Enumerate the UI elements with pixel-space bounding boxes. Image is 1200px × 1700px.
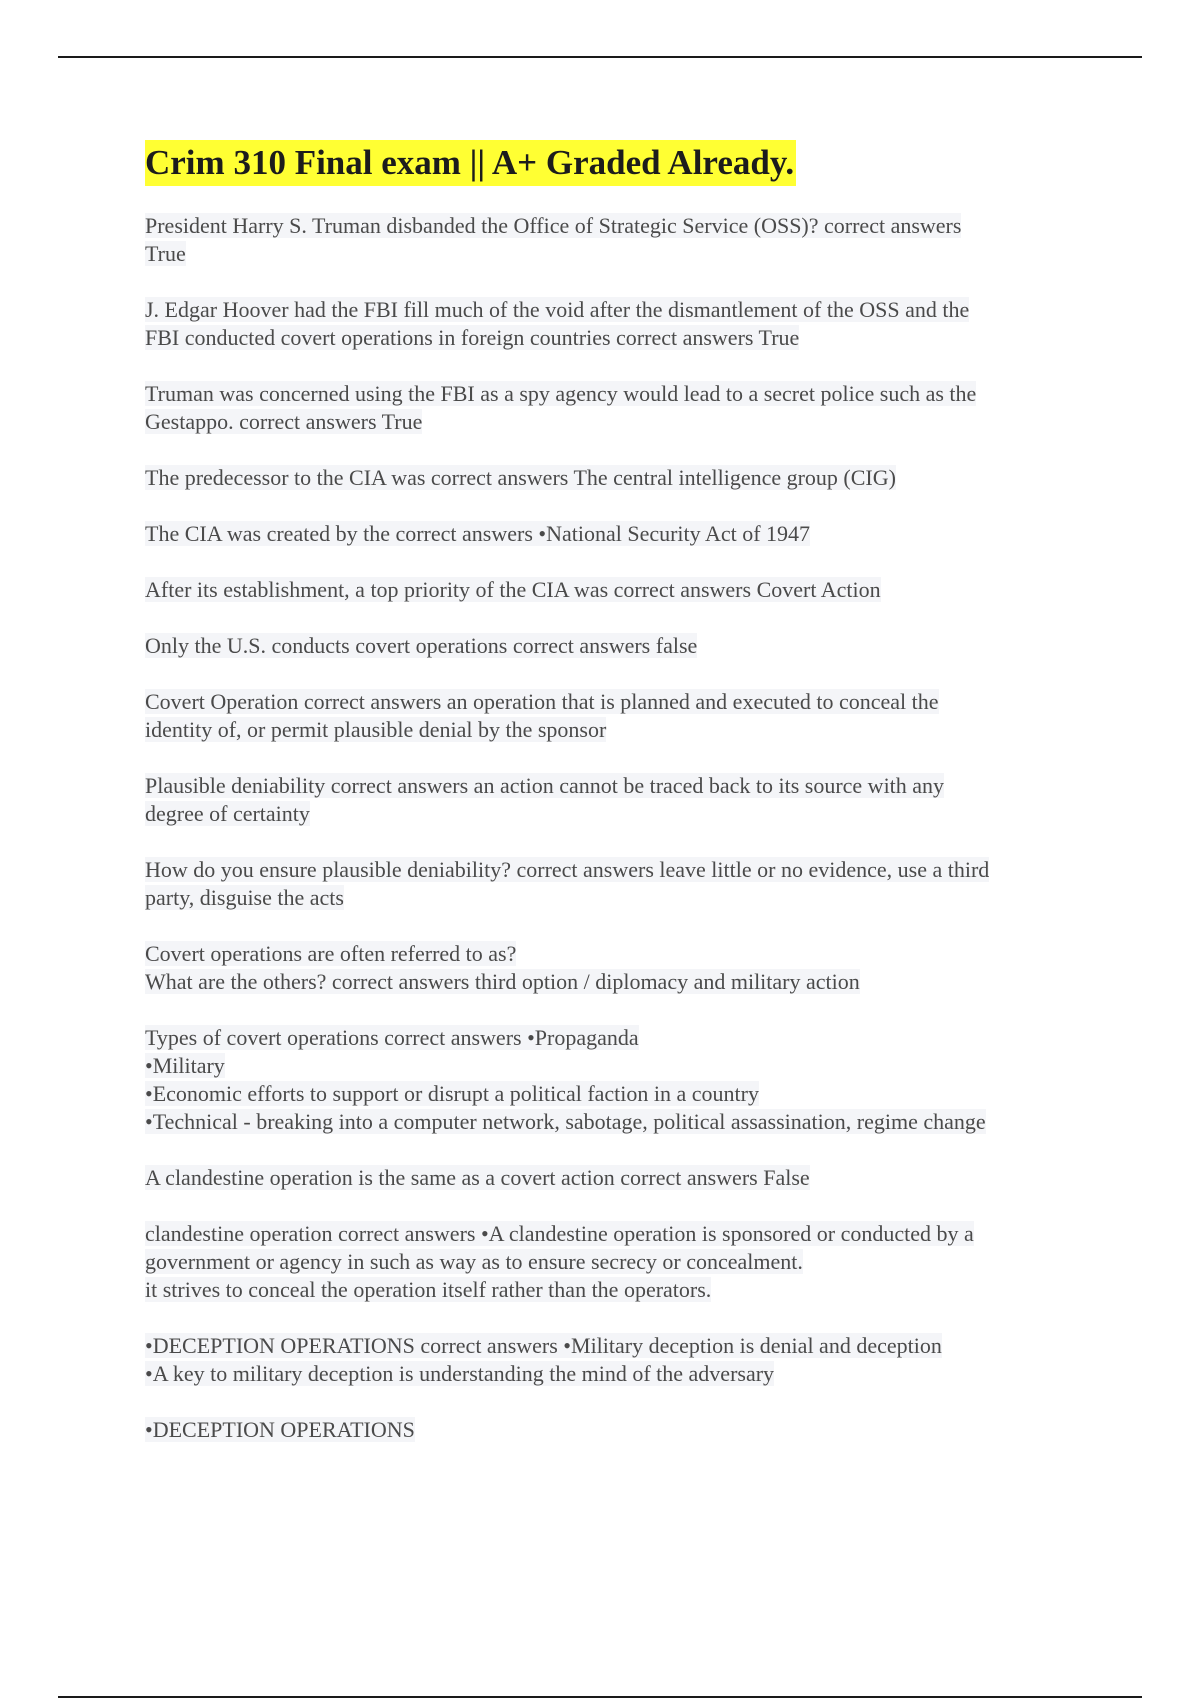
qa-line: True — [145, 241, 186, 266]
qa-item — [145, 212, 1085, 268]
qa-line: Only the U.S. conducts covert operations correct answers false — [145, 633, 698, 658]
qa-line: degree of certainty — [145, 801, 310, 826]
qa-line: Gestappo. correct answers True — [145, 409, 423, 434]
qa-line: Covert Operation correct answers an operation that is planned and executed to conceal the — [145, 689, 939, 714]
qa-line: government or agency in such as way as to ensure secrecy or concealment. — [145, 1249, 803, 1274]
qa-item — [145, 940, 1085, 996]
qa-item — [145, 576, 1085, 604]
qa-item — [145, 464, 1085, 492]
qa-item — [145, 1416, 1085, 1444]
qa-item — [145, 856, 1085, 912]
qa-item — [145, 632, 1085, 660]
qa-line: •Military — [145, 1053, 225, 1078]
qa-item — [145, 380, 1085, 436]
qa-line: What are the others? correct answers third option / diplomacy and military action — [145, 969, 860, 994]
qa-list — [145, 212, 1085, 1444]
qa-line: •Technical - breaking into a computer network, sabotage, political assassination, regime change — [145, 1109, 986, 1134]
qa-line: The CIA was created by the correct answers •National Security Act of 1947 — [145, 521, 811, 546]
qa-item — [145, 296, 1085, 352]
qa-line: Covert operations are often referred to as? — [145, 941, 517, 966]
bottom-rule — [58, 1696, 1142, 1698]
qa-line: Types of covert operations correct answers •Propaganda — [145, 1025, 639, 1050]
qa-item — [145, 1220, 1085, 1304]
qa-line: it strives to conceal the operation itself rather than the operators. — [145, 1277, 712, 1302]
qa-line: •A key to military deception is understanding the mind of the adversary — [145, 1361, 775, 1386]
qa-line: clandestine operation correct answers •A clandestine operation is sponsored or conducted by a — [145, 1221, 974, 1246]
qa-item — [145, 1024, 1085, 1136]
qa-line: President Harry S. Truman disbanded the Office of Strategic Service (OSS)? correct answers — [145, 213, 962, 238]
qa-line: party, disguise the acts — [145, 885, 344, 910]
qa-item — [145, 520, 1085, 548]
document-title: Crim 310 Final exam || A+ Graded Already. — [145, 140, 796, 186]
qa-line: •DECEPTION OPERATIONS correct answers •Military deception is denial and deception — [145, 1333, 942, 1358]
top-rule — [58, 56, 1142, 58]
qa-item — [145, 1332, 1085, 1388]
qa-line: J. Edgar Hoover had the FBI fill much of the void after the dismantlement of the OSS and the — [145, 297, 970, 322]
document-body — [145, 140, 1085, 1472]
qa-line: Plausible deniability correct answers an action cannot be traced back to its source with any — [145, 773, 945, 798]
qa-line: After its establishment, a top priority of the CIA was correct answers Covert Action — [145, 577, 881, 602]
qa-line: •Economic efforts to support or disrupt a political faction in a country — [145, 1081, 759, 1106]
qa-line: A clandestine operation is the same as a covert action correct answers False — [145, 1165, 810, 1190]
qa-line: The predecessor to the CIA was correct answers The central intelligence group (CIG) — [145, 465, 896, 490]
qa-item — [145, 688, 1085, 744]
qa-line: FBI conducted covert operations in foreign countries correct answers True — [145, 325, 800, 350]
qa-item — [145, 772, 1085, 828]
qa-line: identity of, or permit plausible denial by the sponsor — [145, 717, 607, 742]
qa-line: How do you ensure plausible deniability? correct answers leave little or no evidence, use a third — [145, 857, 990, 882]
qa-item — [145, 1164, 1085, 1192]
qa-line: •DECEPTION OPERATIONS — [145, 1417, 415, 1442]
qa-line: Truman was concerned using the FBI as a spy agency would lead to a secret police such as the — [145, 381, 977, 406]
